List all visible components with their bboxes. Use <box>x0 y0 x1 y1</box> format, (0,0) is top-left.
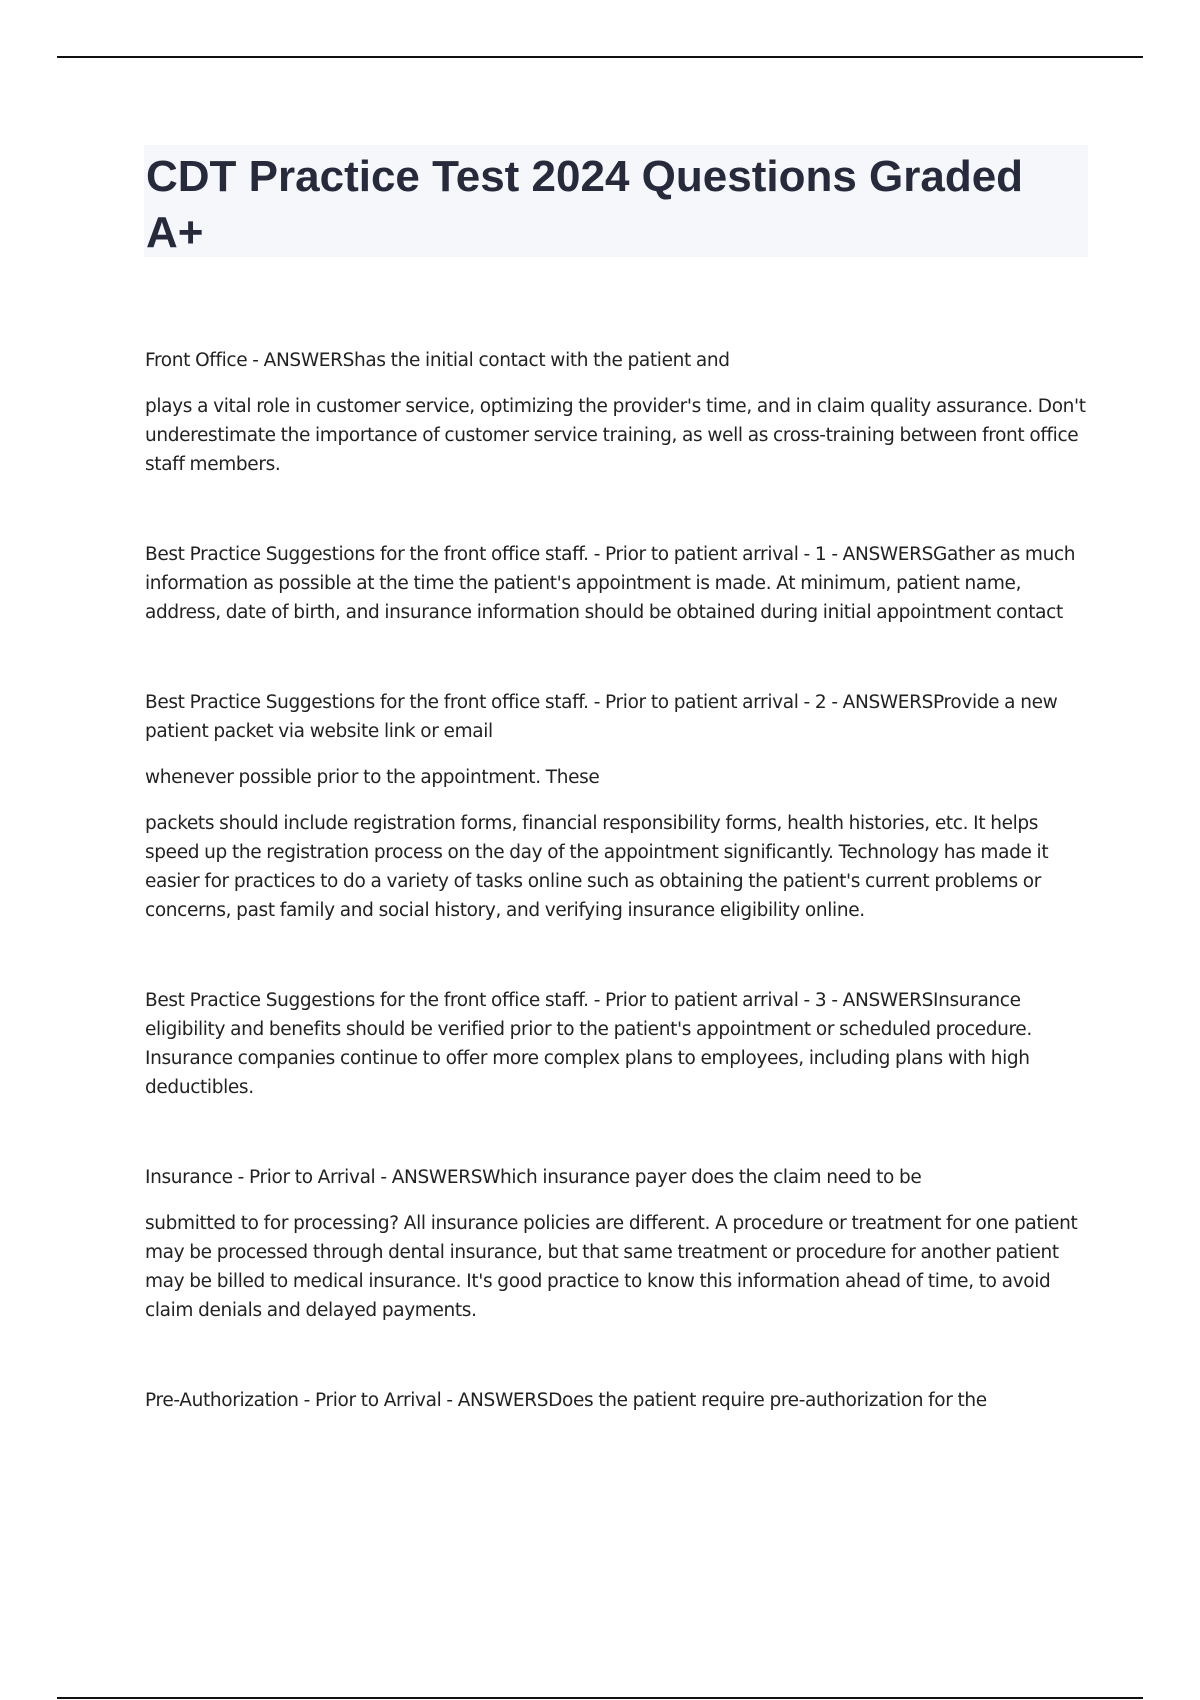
qa-entry-best-practice-2 <box>145 688 1095 925</box>
entry-paragraph: submitted to for processing? All insurance policies are different. A procedure or treatment for one patient may be processed through dental insurance, but that same treatment or procedure for another patient may be billed to medical insurance. It's good practice to know this information ahead of time, to avoid claim denials and delayed payments. <box>145 1213 1078 1321</box>
qa-entry-pre-authorization <box>145 1386 1095 1415</box>
page-top-rule <box>57 56 1143 58</box>
page-bottom-rule <box>57 1697 1143 1699</box>
qa-entry-best-practice-3 <box>145 986 1095 1102</box>
entry-paragraph: Pre-Authorization - Prior to Arrival - ANSWERSDoes the patient require pre-authorization for the <box>145 1390 987 1411</box>
entry-paragraph: Best Practice Suggestions for the front office staff. - Prior to patient arrival - 1 - ANSWERSGather as much information as possible at the time the patient's appointment is made. At minimum, patient name, address, date of birth, and insurance information should be obtained during initial appointment contact <box>145 544 1076 623</box>
entry-paragraph: Best Practice Suggestions for the front office staff. - Prior to patient arrival - 2 - ANSWERSProvide a new patient packet via website link or email <box>145 692 1058 742</box>
entry-paragraph: plays a vital role in customer service, optimizing the provider's time, and in claim quality assurance. Don't underestimate the importance of customer service training, as well as cross-training between front office staff members. <box>145 396 1086 475</box>
title-block <box>144 145 1088 257</box>
entry-paragraph: Best Practice Suggestions for the front office staff. - Prior to patient arrival - 3 - ANSWERSInsurance eligibility and benefits should be verified prior to the patient's appointment or scheduled procedure. Insurance companies continue to offer more complex plans to employees, including plans with high deductibles. <box>145 990 1032 1098</box>
document-title: CDT Practice Test 2024 Questions Graded A+ <box>146 152 1024 257</box>
entry-paragraph: whenever possible prior to the appointment. These <box>145 767 600 788</box>
qa-entry-insurance <box>145 1163 1095 1325</box>
document-body <box>145 346 1095 1415</box>
qa-entry-best-practice-1 <box>145 540 1095 627</box>
entry-paragraph: Insurance - Prior to Arrival - ANSWERSWhich insurance payer does the claim need to be <box>145 1167 922 1188</box>
entry-paragraph: Front Office - ANSWERShas the initial contact with the patient and <box>145 350 730 371</box>
entry-paragraph: packets should include registration forms, financial responsibility forms, health histories, etc. It helps speed up the registration process on the day of the appointment significantly. Technology has made it easier for practices to do a variety of tasks online such as obtaining the patient's current problems or concerns, past family and social history, and verifying insurance eligibility online. <box>145 813 1049 921</box>
qa-entry-front-office <box>145 346 1095 479</box>
